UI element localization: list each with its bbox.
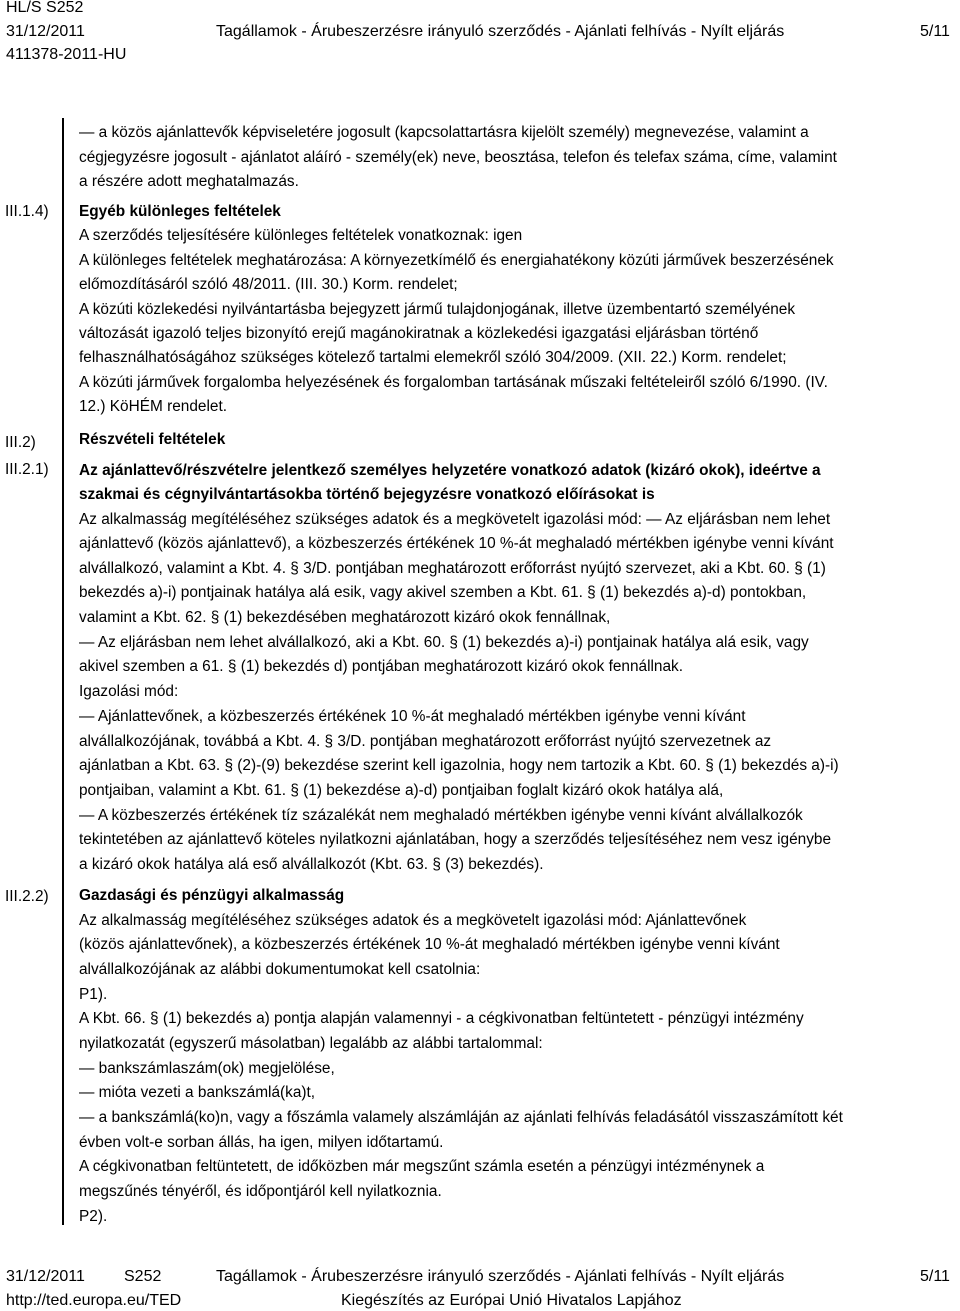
text-line: ajánlatban a Kbt. 63. § (2)-(9) bekezdése szerint kell igazolnia, hogy nem tartozik a Kbt. 60. § (1) bekezdés a)-i) bbox=[79, 757, 839, 774]
section-heading-financial: Gazdasági és pénzügyi alkalmasság bbox=[79, 887, 345, 904]
section-label-iii-2-2: III.2.2) bbox=[5, 888, 49, 905]
text-line: előmozdításáról szóló 48/2011. (III. 30.) Korm. rendelet; bbox=[79, 276, 458, 293]
text-line: A különleges feltételek meghatározása: A környezetkímélő és energiahatékony közúti járművek beszerzésének bbox=[79, 252, 834, 269]
text-line: akivel szemben a 61. § (1) bekezdés d) pontjában meghatározott kizáró okok fennállnak. bbox=[79, 658, 684, 675]
text-line: (közös ajánlattevőnek), a közbeszerzés értékének 10 %-át meghaladó mértékben igénybe venni kívánt bbox=[79, 936, 780, 953]
footer-title: Tagállamok - Árubeszerzésre irányuló szerződés - Ajánlati felhívás - Nyílt eljárás bbox=[216, 1268, 785, 1285]
footer-url-link[interactable]: http://ted.europa.eu/TED bbox=[6, 1292, 182, 1309]
text-line: A Kbt. 66. § (1) bekezdés a) pontja alapján valamennyi - a cégkivonatban feltüntetett - pénzügyi intézmény bbox=[79, 1010, 804, 1027]
header-title: Tagállamok - Árubeszerzésre irányuló szerződés - Ajánlati felhívás - Nyílt eljárás bbox=[216, 23, 785, 40]
text-line: Az alkalmasság megítéléséhez szükséges adatok és a megkövetelt igazolási mód: Ajánlattevőnek bbox=[79, 912, 747, 929]
margin-line bbox=[62, 198, 64, 423]
footer-page-number: 5/11 bbox=[920, 1268, 950, 1285]
text-line: — mióta vezeti a bankszámlá(ka)t, bbox=[79, 1084, 316, 1101]
text-line: A közúti közlekedési nyilvántartásba bejegyzett jármű tulajdonjogának, illetve üzembentartó személyének bbox=[79, 301, 796, 318]
margin-line bbox=[62, 118, 64, 198]
footer-publication: Kiegészítés az Európai Unió Hivatalos Lapjához bbox=[341, 1292, 682, 1309]
text-line: A cégkivonatban feltüntetett, de időközben már megszűnt számla esetén a pénzügyi intézménynek a bbox=[79, 1158, 765, 1175]
header-notice-id: 411378-2011-HU bbox=[6, 46, 127, 63]
header-date: 31/12/2011 bbox=[6, 23, 85, 40]
section-heading-special-conditions: Egyéb különleges feltételek bbox=[79, 203, 281, 220]
header-doc-code: HL/S S252 bbox=[6, 0, 84, 16]
text-line: megszűnés tényéről, és időpontjáról kell nyilatkoznia. bbox=[79, 1183, 442, 1200]
text-line: Igazolási mód: bbox=[79, 683, 179, 700]
section-label-iii-2: III.2) bbox=[5, 434, 36, 451]
text-line: — a bankszámlá(ko)n, vagy a főszámla valamely alszámláján az ajánlati felhívás feladásától visszaszámított két bbox=[79, 1109, 843, 1126]
section-label-iii-1-4: III.1.4) bbox=[5, 203, 49, 220]
text-line: A közúti járművek forgalomba helyezésének és forgalomban tartásának műszaki feltételeiről szóló 6/1990. (IV. bbox=[79, 374, 828, 391]
text-line: — a közös ajánlattevők képviseletére jogosult (kapcsolattartásra kijelölt személy) megnevezése, valamint a bbox=[79, 124, 809, 141]
margin-line bbox=[62, 885, 64, 1225]
text-line: P1). bbox=[79, 986, 108, 1003]
text-line: A szerződés teljesítésére különleges feltételek vonatkoznak: igen bbox=[79, 227, 523, 244]
text-line: alvállalkozójának az alábbi dokumentumokat kell csatolnia: bbox=[79, 961, 481, 978]
text-line: valamint a Kbt. 62. § (1) bekezdésében meghatározott kizáró okok fennállnak, bbox=[79, 609, 611, 626]
section-label-iii-2-1: III.2.1) bbox=[5, 461, 49, 478]
text-line: a részére adott meghatalmazás. bbox=[79, 173, 299, 190]
text-line: cégjegyzésre jogosult - ajánlatot aláíró - személy(ek) neve, beosztása, telefon és telefax száma, címe, valamint bbox=[79, 149, 837, 166]
text-line: P2). bbox=[79, 1208, 108, 1225]
margin-line bbox=[62, 423, 64, 885]
subsection-heading-personal-situation-cont: szakmai és cégnyilvántartásokba történő bejegyzésre vonatkozó előírásokat is bbox=[79, 486, 655, 503]
text-line: változását igazoló teljes bizonyító erejű magánokiratnak a közlekedési igazgatási eljárásban történő bbox=[79, 325, 759, 342]
text-line: — Az eljárásban nem lehet alvállalkozó, aki a Kbt. 60. § (1) bekezdés a)-i) pontjainak hatálya alá esik, vagy bbox=[79, 634, 809, 651]
text-line: nyilatkozatát (egyszerű másolatban) legalább az alábbi tartalommal: bbox=[79, 1035, 543, 1052]
text-line: alvállalkozójának, továbbá a Kbt. 4. § 3/D. pontjában meghatározott erőforrást nyújtó szervezetnek az bbox=[79, 733, 772, 750]
text-line: felhasználhatóságához szükséges kötelező tartalmi elemekről szóló 304/2009. (XII. 22.) Korm. rendelet; bbox=[79, 349, 787, 366]
text-line: bekezdés a)-i) pontjainak hatálya alá esik, vagy akivel szemben a Kbt. 61. § (1) bekezdés a)-d) pontokban, bbox=[79, 584, 807, 601]
text-line: Az alkalmasság megítéléséhez szükséges adatok és a megkövetelt igazolási mód: — Az eljárásban nem lehet bbox=[79, 511, 831, 528]
subsection-heading-personal-situation: Az ajánlattevő/részvételre jelentkező személyes helyzetére vonatkozó adatok (kizáró okok), ideértve a bbox=[79, 462, 821, 479]
text-line: évben volt-e sorban állás, ha igen, milyen időtartamú. bbox=[79, 1134, 444, 1151]
text-line: tekintetében az ajánlattevő köteles nyilatkozni ajánlatában, hogy a szerződés teljesítéséhez nem vesz igénybe bbox=[79, 831, 832, 848]
text-line: 12.) KöHÉM rendelet. bbox=[79, 398, 227, 415]
text-line: — A közbeszerzés értékének tíz százalékát nem meghaladó mértékben igénybe venni kívánt alvállalkozók bbox=[79, 807, 803, 824]
text-line: a kizáró okok hatálya alá eső alvállalkozót (Kbt. 63. § (3) bekezdés). bbox=[79, 856, 544, 873]
text-line: pontjaiban, valamint a Kbt. 61. § (1) bekezdése a)-d) pontjaiban foglalt kizáró okok hatálya alá, bbox=[79, 782, 724, 799]
text-line: — bankszámlaszám(ok) megjelölése, bbox=[79, 1060, 335, 1077]
footer-code: S252 bbox=[124, 1268, 162, 1285]
header-page-number: 5/11 bbox=[920, 23, 950, 40]
text-line: ajánlattevő (közös ajánlattevő), a közbeszerzés értékének 10 %-át meghaladó mértékben igénybe venni kívánt bbox=[79, 535, 834, 552]
text-line: alvállalkozó, valamint a Kbt. 4. § 3/D. pontjában meghatározott erőforrást nyújtó szervezet, aki a Kbt. 60. § (1) bbox=[79, 560, 826, 577]
section-heading-participation: Részvételi feltételek bbox=[79, 431, 226, 448]
text-line: — Ajánlattevőnek, a közbeszerzés értékének 10 %-át meghaladó mértékben igénybe venni kívánt bbox=[79, 708, 746, 725]
footer-date: 31/12/2011 bbox=[6, 1268, 85, 1285]
